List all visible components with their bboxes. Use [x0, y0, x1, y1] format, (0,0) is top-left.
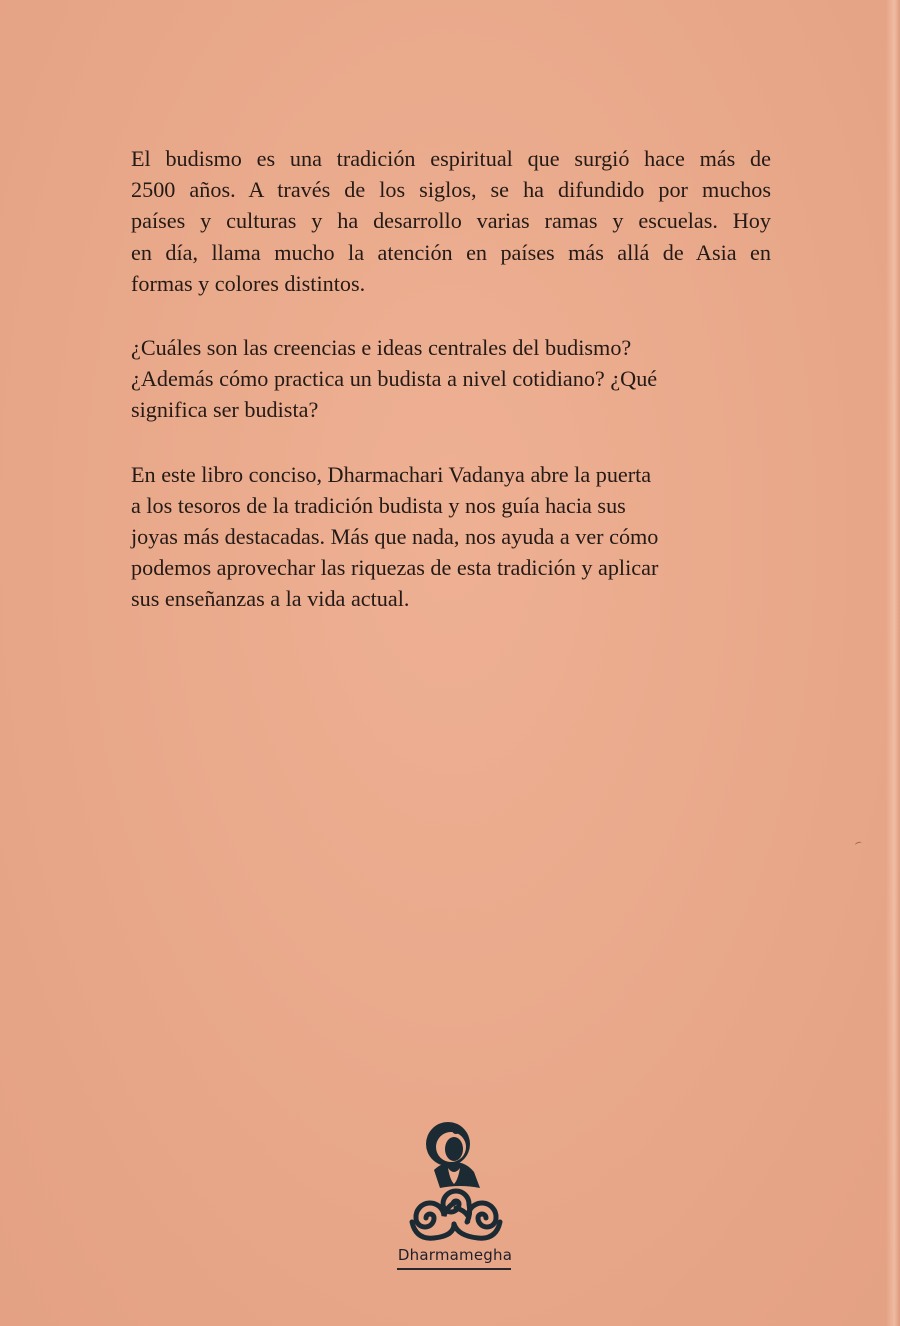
- blurb-line: joyas más destacadas. Más que nada, nos ayuda a ver cómo: [131, 524, 659, 550]
- blurb-line: En este libro conciso, Dharmachari Vadanya abre la puerta: [131, 461, 652, 487]
- print-speck: [855, 841, 863, 847]
- publisher-underline: [397, 1268, 511, 1270]
- blurb-line: podemos aprovechar las riquezas de esta tradición y aplicar: [131, 555, 659, 581]
- blurb-line: significa ser budista?: [131, 397, 319, 423]
- cover-edge-shading: [886, 0, 900, 1326]
- blurb-paragraph-3: [131, 459, 771, 615]
- blurb-line: países y culturas y ha desarrollo varias ramas y escuelas. Hoy: [131, 208, 771, 234]
- blurb-line: ¿Cuáles son las creencias e ideas centrales del budismo?: [131, 335, 632, 361]
- blurb-line: El budismo es una tradición espiritual que surgió hace más de: [131, 146, 771, 171]
- blurb-line: a los tesoros de la tradición budista y nos guía hacia sus: [131, 492, 626, 518]
- blurb-line: formas y colores distintos.: [131, 270, 366, 296]
- blurb-line: 2500 años. A través de los siglos, se ha difundido por muchos: [131, 177, 771, 203]
- meditating-buddha-spiral-icon: [390, 1118, 520, 1248]
- back-cover-blurb: [131, 143, 771, 648]
- blurb-paragraph-2: [131, 332, 771, 426]
- blurb-line: ¿Además cómo practica un budista a nivel cotidiano? ¿Qué: [131, 366, 658, 392]
- blurb-paragraph-1: [131, 143, 771, 299]
- publisher-name: Dharmamegha: [397, 1246, 513, 1264]
- blurb-line: sus enseñanzas a la vida actual.: [131, 586, 410, 612]
- blurb-line: en día, llama mucho la atención en países más allá de Asia en: [131, 239, 771, 265]
